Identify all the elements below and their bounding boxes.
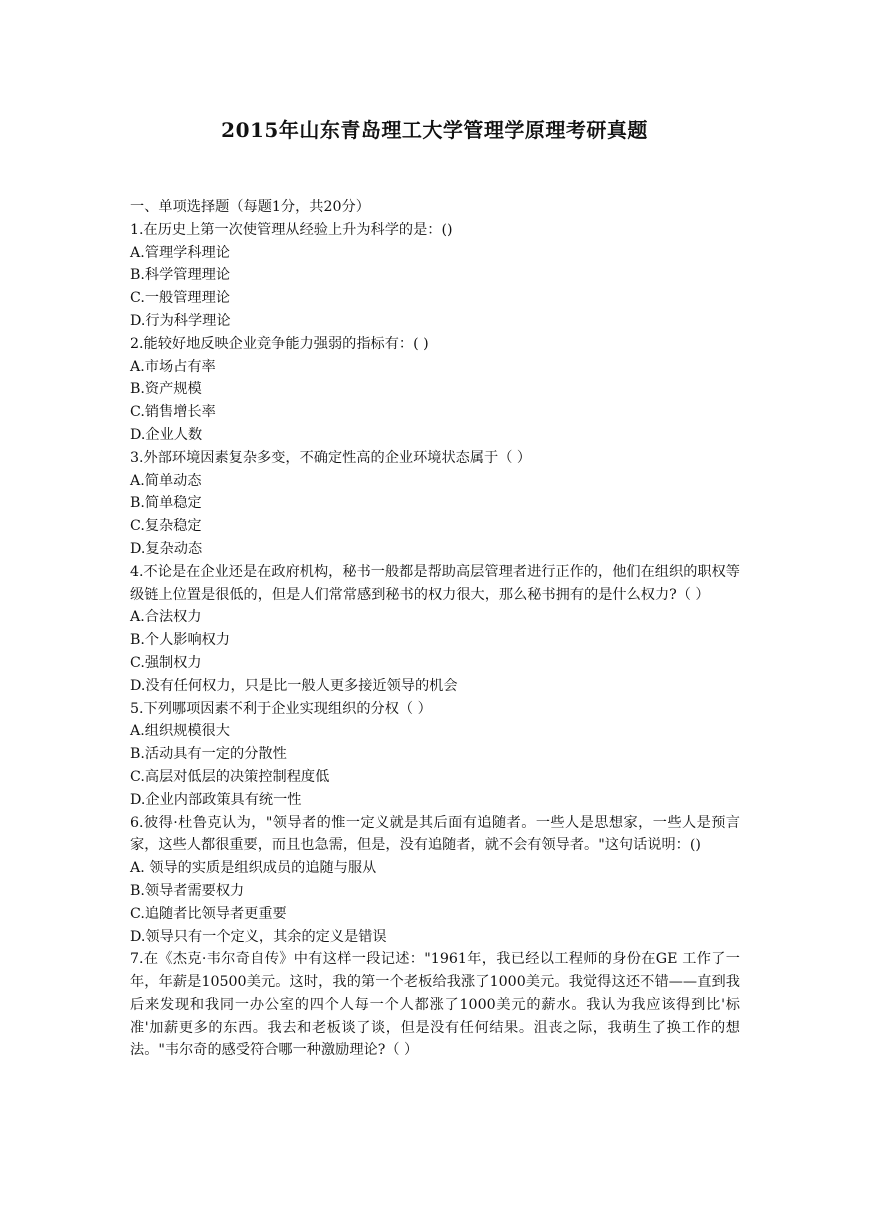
question-4-stem: 4.不论是在企业还是在政府机构，秘书一般都是帮助高层管理者进行正作的，他们在组织的职权等级链上位置是很低的，但是人们常常感到秘书的权力很大，那么秘书拥有的是什么权力?（ ）	[130, 563, 740, 603]
question-3-option-a: A.简单动态	[130, 472, 202, 489]
question-1-option-a: A.管理学科理论	[130, 244, 230, 261]
question-1-option-d: D.行为科学理论	[130, 312, 231, 329]
document-title: 2015年山东青岛理工大学管理学原理考研真题	[221, 118, 648, 142]
question-5-stem: 5.下列哪项因素不利于企业实现组织的分权（ ）	[130, 700, 432, 717]
question-6-stem: 6.彼得·杜鲁克认为，"领导者的惟一定义就是其后面有追随者。一些人是思想家，一些人是预言家，这些人都很重要，而且也急需，但是，没有追随者，就不会有领导者。"这句话说明：()	[130, 814, 740, 854]
question-3-option-c: C.复杂稳定	[130, 518, 202, 535]
question-6-option-c: C.追随者比领导者更重要	[130, 905, 287, 922]
question-5-option-c: C.高层对低层的决策控制程度低	[130, 768, 330, 785]
document-body	[130, 196, 740, 1062]
question-4-option-d: D.没有任何权力，只是比一般人更多接近领导的机会	[130, 677, 458, 694]
question-2-option-d: D.企业人数	[130, 426, 203, 443]
question-2-option-c: C.销售增长率	[130, 404, 216, 421]
question-4-option-b: B.个人影响权力	[130, 632, 231, 649]
question-6-option-a: A. 领导的实质是组织成员的追随与服从	[130, 860, 377, 877]
question-5-option-a: A.组织规模很大	[130, 723, 230, 740]
question-7-stem: 7.在《杰克·韦尔奇自传》中有这样一段记述："1961年，我已经以工程师的身份在GE 工作了一年，年薪是10500美元。这时，我的第一个老板给我涨了1000美元。我觉得这还不错——直到我后来发现和我同一办公室的四个人每一个人都涨了1000美元的薪水。我认为我应该得到比'标准'加薪更多的东西。我去和老板谈了谈，但是没有任何结果。沮丧之际，我萌生了换工作的想法。"韦尔奇的感受符合哪一种激励理论?（ ）	[130, 951, 740, 1059]
question-1-option-c: C.一般管理理论	[130, 290, 230, 307]
section-heading: 一、单项选择题（每题1分，共20分）	[130, 199, 370, 215]
question-2-option-a: A.市场占有率	[130, 358, 216, 375]
question-4-option-a: A.合法权力	[130, 609, 202, 626]
question-3-stem: 3.外部环境因素复杂多变，不确定性高的企业环境状态属于（ ）	[130, 449, 532, 466]
question-2-option-b: B.资产规模	[130, 381, 202, 398]
question-1-option-b: B.科学管理理论	[130, 267, 231, 284]
question-1-stem: 1.在历史上第一次使管理从经验上升为科学的是：()	[130, 221, 453, 238]
question-4-option-c: C.强制权力	[130, 654, 202, 671]
question-6-option-b: B.领导者需要权力	[130, 882, 245, 899]
question-2-stem: 2.能较好地反映企业竞争能力强弱的指标有：( )	[130, 335, 429, 352]
question-5-option-d: D.企业内部政策具有统一性	[130, 791, 302, 808]
question-5-option-b: B.活动具有一定的分散性	[130, 746, 287, 763]
question-6-option-d: D.领导只有一个定义，其余的定义是错误	[130, 928, 387, 945]
question-3-option-b: B.简单稳定	[130, 495, 202, 512]
question-3-option-d: D.复杂动态	[130, 540, 203, 557]
